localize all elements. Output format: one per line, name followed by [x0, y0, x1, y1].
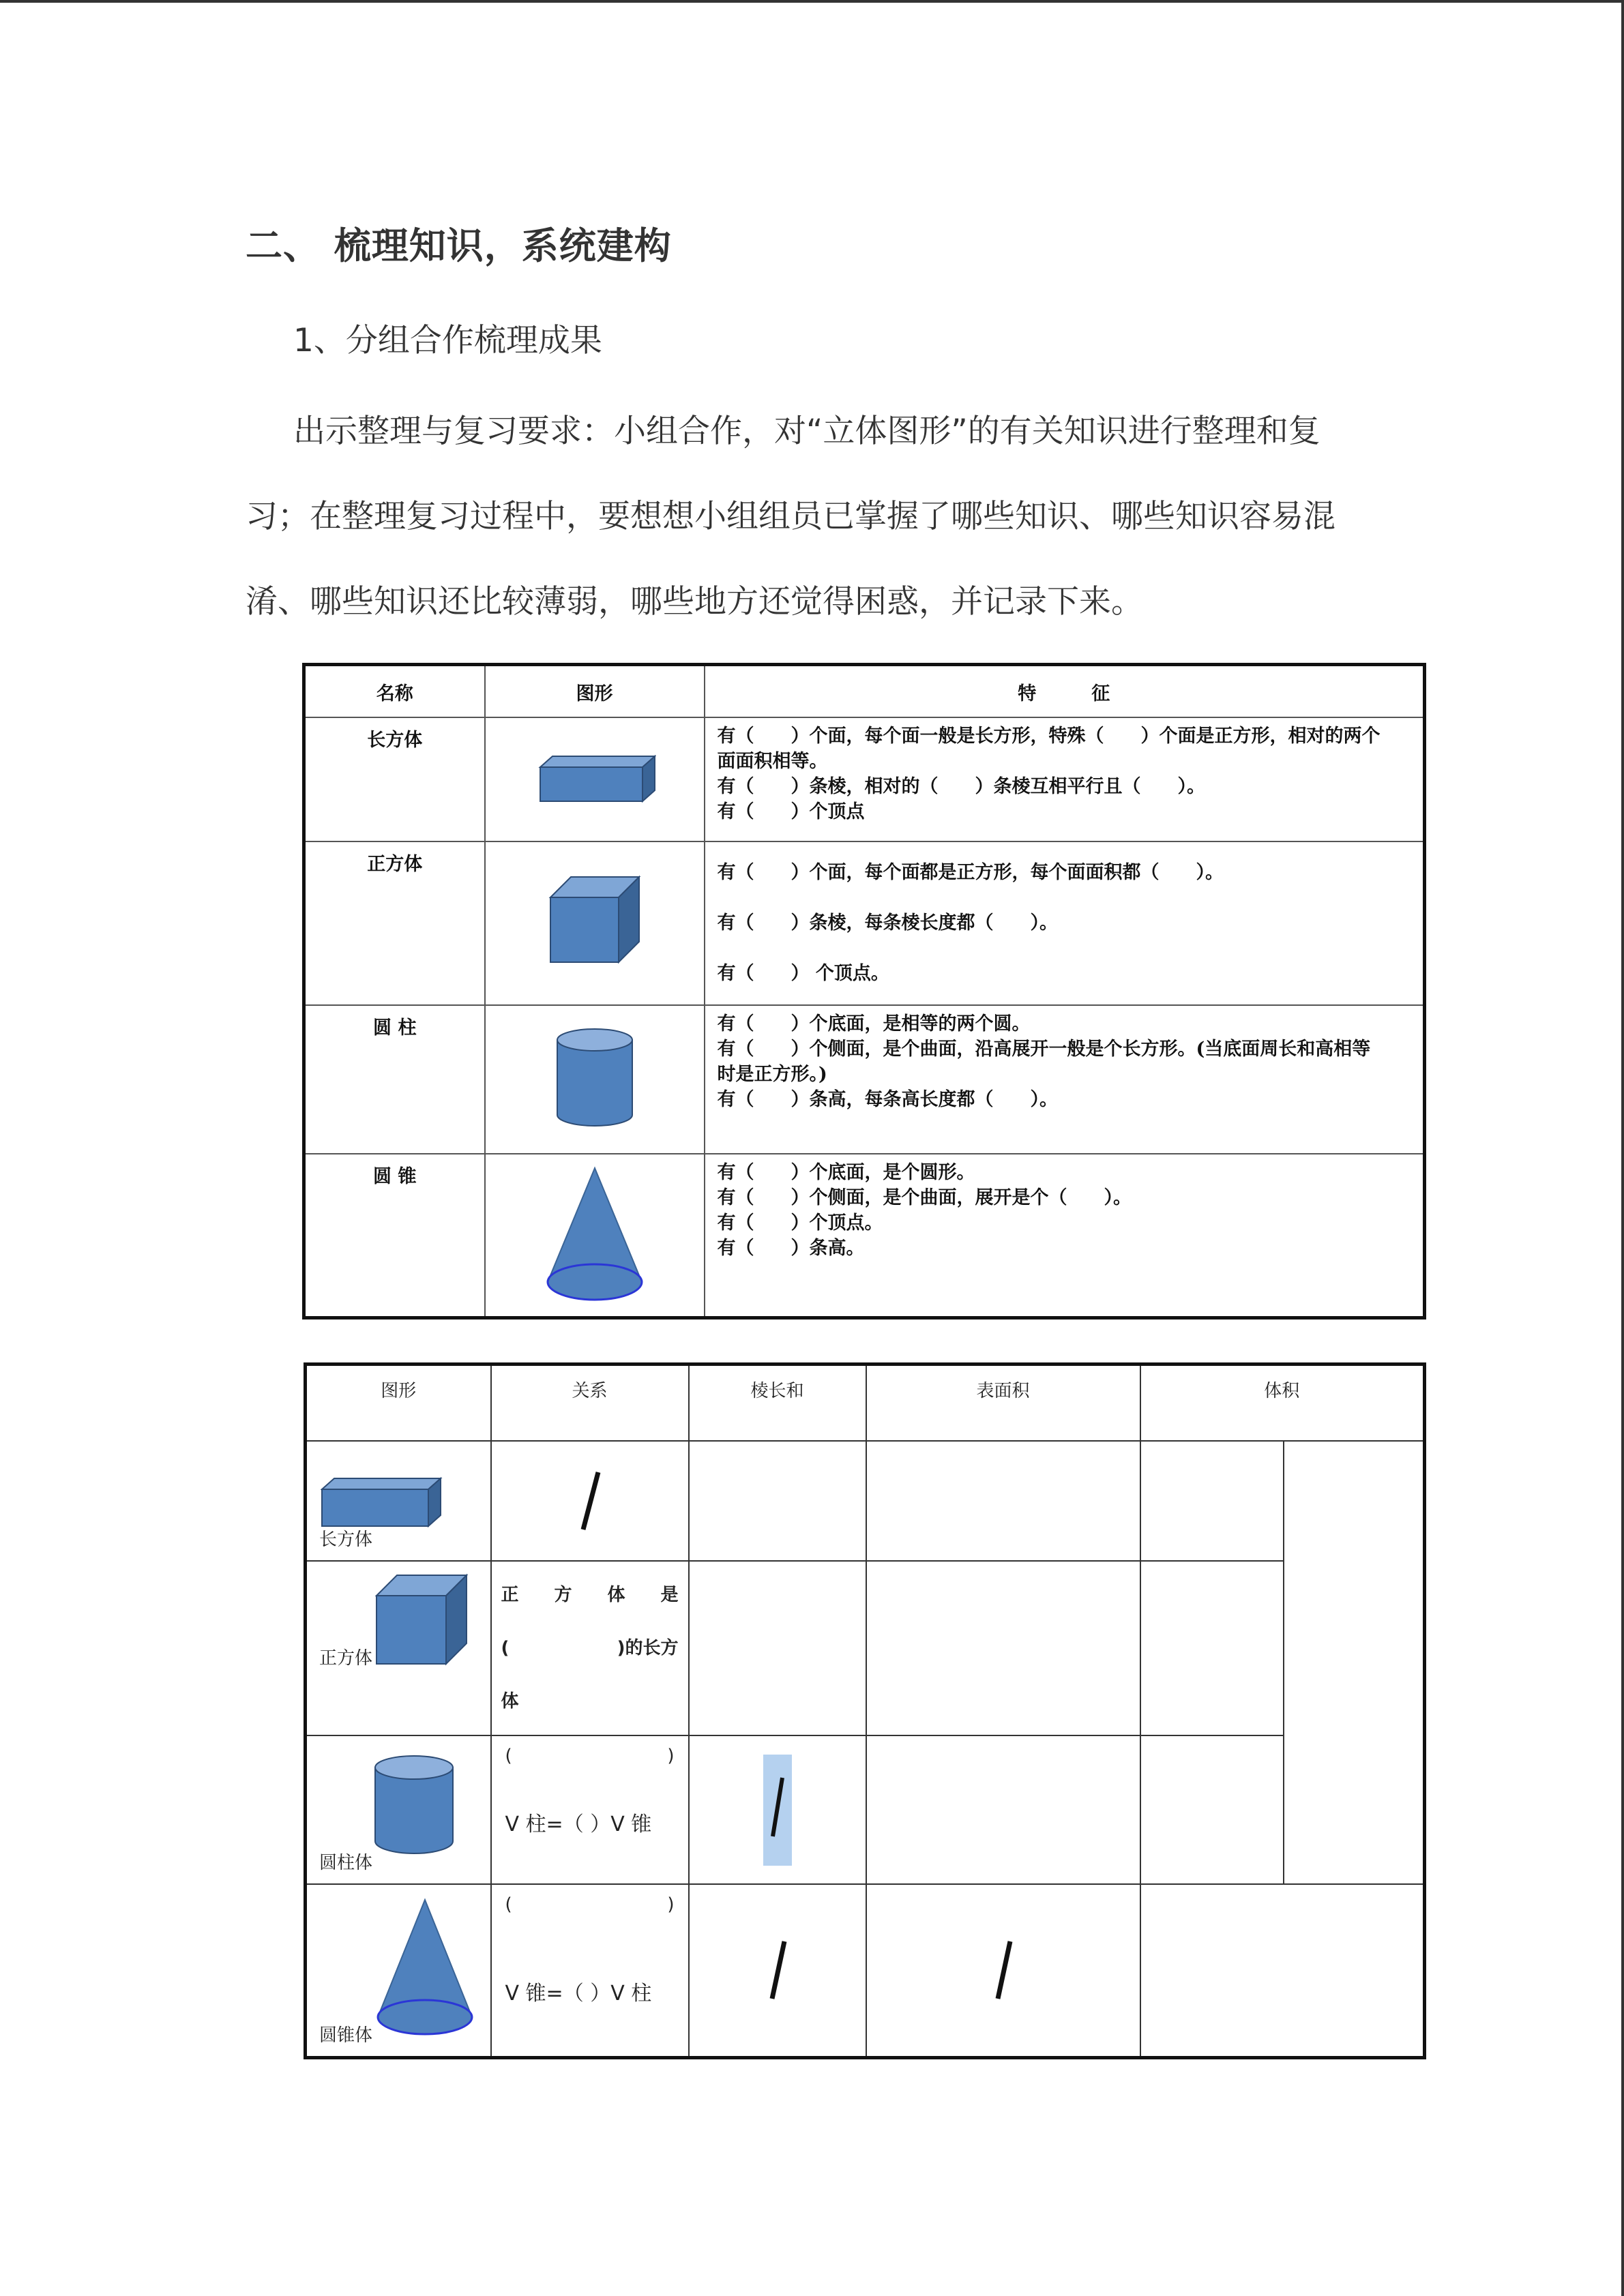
- cube-icon: [544, 874, 646, 969]
- row-name: 圆 柱: [304, 1005, 485, 1154]
- close-paren: ): [667, 1894, 675, 1915]
- cuboid-cell: [306, 1441, 491, 1561]
- shape-label: 圆柱体: [319, 1853, 373, 1873]
- volume-relation: V 柱=（ ）V 锥: [505, 1813, 652, 1836]
- cylinder-icon: [554, 1026, 636, 1129]
- header-shape: 图形: [306, 1365, 491, 1442]
- header-edge-sum: 棱长和: [689, 1365, 866, 1442]
- cuboid-shape-cell: [485, 717, 705, 841]
- slash-mark: [764, 1936, 791, 2004]
- cylinder-relation: [491, 1735, 689, 1884]
- open-paren: (: [505, 1894, 512, 1915]
- cylinder-volume[interactable]: [1140, 1735, 1284, 1884]
- feature-line: 有（ ）个顶点: [717, 801, 865, 822]
- cone-volume[interactable]: [1140, 1884, 1425, 2057]
- relation-char: 方: [554, 1585, 572, 1605]
- shape-label: 圆锥体: [319, 2025, 373, 2046]
- feature-line: 有（ ）个底面，是相等的两个圆。: [717, 1013, 1031, 1034]
- cone-relation: [491, 1884, 689, 2057]
- formula-table: [304, 1362, 1426, 2059]
- cube-surface-area[interactable]: [866, 1561, 1140, 1735]
- cone-surface-area: [866, 1884, 1140, 2057]
- cuboid-icon: [321, 1474, 443, 1529]
- feature-line: 有（ ）条高。: [717, 1238, 865, 1259]
- cuboid-surface-area[interactable]: [866, 1441, 1140, 1561]
- highlighted-slash: [763, 1755, 792, 1866]
- page-top-border: [0, 0, 1624, 3]
- feature-line: 有（ ）条棱，每条棱长度都（ ）。: [717, 912, 1058, 934]
- cylinder-surface-area[interactable]: [866, 1735, 1140, 1884]
- cylinder-edge-sum: [689, 1735, 866, 1884]
- page-right-border: [1621, 0, 1624, 2296]
- relation-char: 正: [501, 1585, 519, 1605]
- cube-icon: [374, 1572, 469, 1668]
- cube-volume[interactable]: [1140, 1561, 1284, 1735]
- cuboid-features: [705, 717, 1425, 841]
- header-shape: 图形: [485, 665, 705, 718]
- slash-mark: [576, 1467, 604, 1535]
- header-features: 特 征: [705, 665, 1425, 718]
- row-name: 长方体: [304, 717, 485, 841]
- cylinder-cell: [306, 1735, 491, 1884]
- header-relation: 关系: [491, 1365, 689, 1442]
- row-name: 圆 锥: [304, 1154, 485, 1317]
- cone-shape-cell: [485, 1154, 705, 1317]
- close-paren: ): [667, 1746, 675, 1766]
- feature-line: 有（ ）条棱，相对的（ ）条棱互相平行且（ ）。: [717, 776, 1205, 797]
- cuboid-relation: [491, 1441, 689, 1561]
- cone-cell: [306, 1884, 491, 2057]
- relation-char: 体: [607, 1585, 625, 1605]
- cuboid-icon: [533, 747, 656, 808]
- cylinder-icon: [372, 1754, 456, 1856]
- paragraph-line: 出示整理与复习要求：小组合作，对“立体图形”的有关知识进行整理和复: [293, 413, 1320, 450]
- slash-mark: [763, 1755, 792, 1861]
- feature-line: 有（ ）个面，每个面都是正方形，每个面面积都（ ）。: [717, 862, 1224, 883]
- cylinder-features: [705, 1005, 1425, 1154]
- paragraph-line: 淆、哪些知识还比较薄弱，哪些地方还觉得困惑，并记录下来。: [246, 583, 1143, 621]
- section-heading: 二、 梳理知识，系统建构: [246, 224, 672, 267]
- cube-cell: [306, 1561, 491, 1735]
- cube-edge-sum[interactable]: [689, 1561, 866, 1735]
- relation-char: 体: [501, 1691, 519, 1712]
- features-table: [302, 663, 1426, 1320]
- volume-relation: V 锥=（ ）V 柱: [505, 1982, 652, 2006]
- cone-edge-sum: [689, 1884, 866, 2057]
- feature-line: 有（ ）个顶点。: [717, 1212, 883, 1234]
- feature-line: 有（ ）个侧面，是个曲面，沿高展开一般是个长方形。(当底面周长和高相等: [717, 1039, 1371, 1060]
- cuboid-edge-sum[interactable]: [689, 1441, 866, 1561]
- header-surface-area: 表面积: [866, 1365, 1140, 1442]
- feature-line: 有（ ）个面，每个面一般是长方形，特殊（ ）个面是正方形，相对的两个: [717, 726, 1381, 747]
- header-volume: 体积: [1140, 1365, 1425, 1442]
- subsection-heading: 1、分组合作梳理成果: [293, 322, 602, 359]
- cone-features: [705, 1154, 1425, 1317]
- feature-line: 时是正方形。): [717, 1064, 827, 1085]
- cylinder-shape-cell: [485, 1005, 705, 1154]
- feature-line: 有（ ） 个顶点。: [717, 963, 889, 984]
- cone-icon: [374, 1897, 476, 2040]
- shape-label: 长方体: [319, 1530, 373, 1550]
- cube-relation: [491, 1561, 689, 1735]
- feature-line: 面面积相等。: [717, 751, 828, 772]
- slash-mark: [990, 1936, 1017, 2004]
- feature-line: 有（ ）个侧面，是个曲面，展开是个（ ）。: [717, 1187, 1132, 1208]
- open-paren: (: [505, 1746, 512, 1766]
- relation-char: (: [501, 1638, 510, 1658]
- relation-char: 是: [660, 1585, 679, 1605]
- shape-label: 正方体: [319, 1648, 373, 1669]
- cuboid-volume[interactable]: [1140, 1441, 1284, 1561]
- header-name: 名称: [304, 665, 485, 718]
- cube-shape-cell: [485, 841, 705, 1005]
- volume-merged-cell[interactable]: [1284, 1441, 1425, 1884]
- instruction-paragraph: [246, 389, 1405, 644]
- feature-line: 有（ ）个底面，是个圆形。: [717, 1162, 975, 1183]
- relation-char: )的长方: [617, 1638, 679, 1658]
- row-name: 正方体: [304, 841, 485, 1005]
- feature-line: 有（ ）条高，每条高长度都（ ）。: [717, 1089, 1058, 1110]
- cone-icon: [544, 1165, 646, 1301]
- paragraph-line: 习；在整理复习过程中，要想想小组组员已掌握了哪些知识、哪些知识容易混: [246, 498, 1335, 535]
- cube-features: [705, 841, 1425, 1005]
